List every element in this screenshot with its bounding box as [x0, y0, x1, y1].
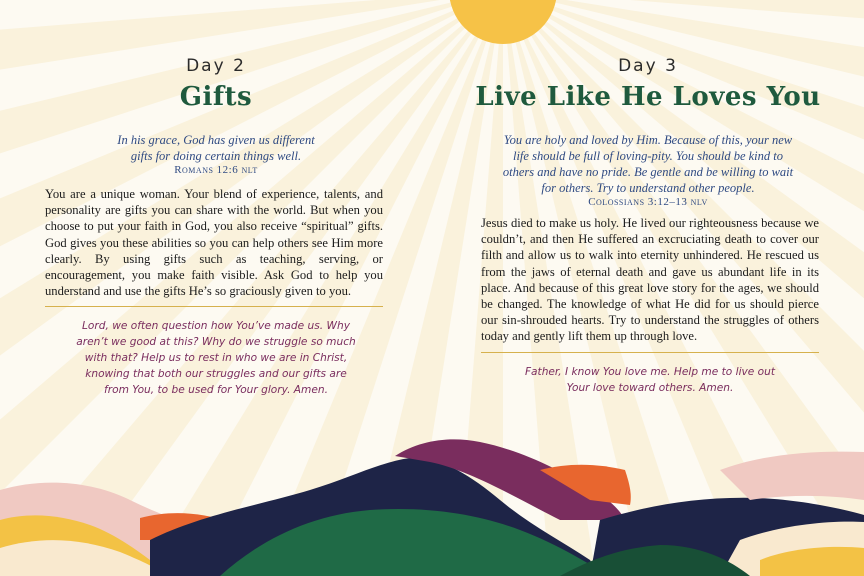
- scripture-reference: Romans 12:6 nlt: [174, 164, 258, 176]
- prayer-text: Lord, we often question how You’ve made us. Why aren’t we good at this? Why do we struggle so much with that? Help us to rest in who we are in Christ, knowing that both our struggles and our gifts are from You, to be used for Your glory. Amen.: [76, 320, 356, 396]
- prayer-text: Father, I know You love me. Help me to live out Your love toward others. Amen.: [524, 366, 776, 394]
- scripture-reference: Colossians 3:12–13 nlv: [588, 196, 708, 208]
- devotion-body: You are a unique woman. Your blend of experience, talents, and personality are gifts you can share with the world. But when you choose to put your faith in God, you also receive “spiritual” gifts. God gives you these abilities so you can help others see Him more clearly. By using gifts such as teaching, serving, or encouragement, you make faith visible. Ask God to help you understand and use the gifts He’s so graciously given to you.: [45, 187, 383, 299]
- day-label: Day 2: [186, 56, 246, 76]
- divider: [45, 306, 383, 307]
- scripture-verse: In his grace, God has given us different gifts for doing certain things well.: [117, 133, 315, 163]
- day-label: Day 3: [618, 56, 678, 76]
- devotion-title: Gifts: [179, 82, 253, 112]
- right-page: [432, 0, 864, 576]
- devotion-body: Jesus died to make us holy. He lived our righteousness because we couldn’t, and then He suffered an excruciating death to cover our filth and allow us to walk into eternity unhindered. He rescued us from the jaws of eternal death and gave us abundant life in its place. And because of this great love story for the ages, we should be changed. The knowledge of what He did for us should pierce our sin-shrouded hearts. Try to understand the struggles of others today and gently lift them up through love.: [481, 216, 819, 344]
- scripture-verse: You are holy and loved by Him. Because of this, your new life should be full of loving-pity. You should be kind to others and have no pride. Be gentle and be willing to wait for others. Try to understand other people.: [502, 133, 794, 195]
- divider: [481, 352, 819, 353]
- devotion-title: Live Like He Loves You: [475, 82, 821, 112]
